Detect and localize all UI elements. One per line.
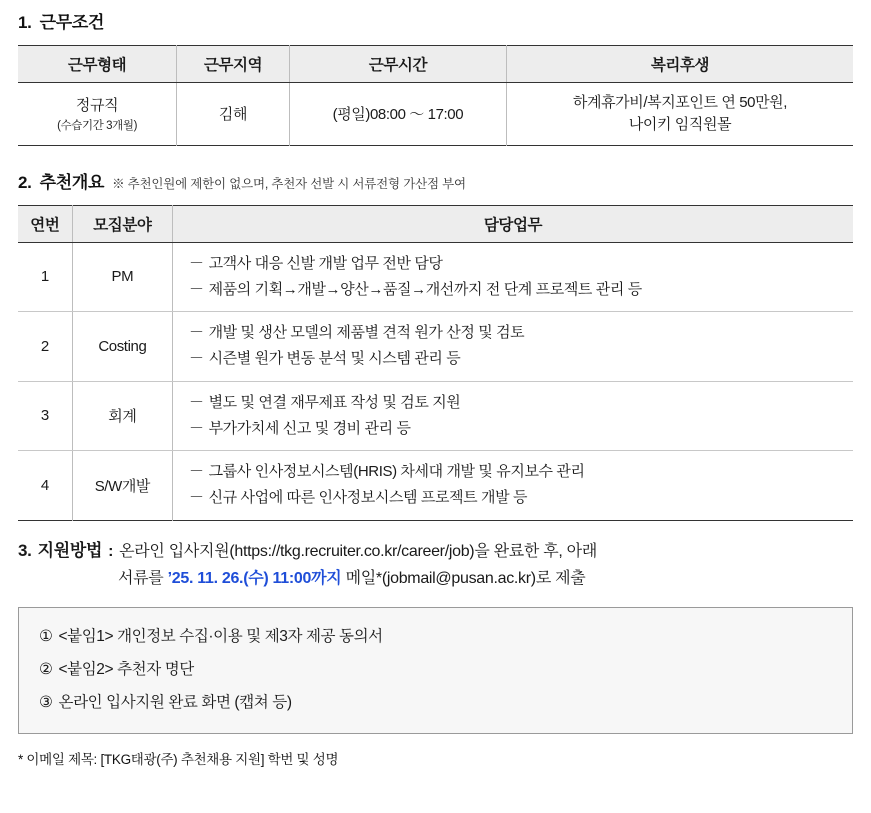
duty-line: － 부가가치세 신고 및 경비 관리 등 [188, 419, 411, 437]
table-row [18, 242, 853, 312]
column-header-field: 모집분야 [72, 205, 172, 242]
duty-text: 신규 사업에 따른 인사정보시스템 프로젝트 개발 등 [208, 489, 528, 507]
benefits-line-2: 나이키 임직원몰 [628, 115, 732, 133]
cell-no: 4 [40, 476, 49, 494]
duty-text: 별도 및 연결 재무제표 작성 및 검토 지원 [208, 393, 461, 411]
employment-type-value: 정규직 [75, 97, 119, 115]
section-3-heading [18, 537, 853, 566]
section-1-number: 1. [18, 13, 32, 32]
duty-text: 제품의 기획→개발→양산→품질→개선까지 전 단계 프로젝트 관리 등 [208, 280, 642, 298]
duty-line: － 신규 사업에 따른 인사정보시스템 프로젝트 개발 등 [188, 489, 528, 507]
list-marker: ② [39, 660, 53, 678]
cell-field: PM [72, 242, 172, 312]
section-2-heading [18, 168, 853, 193]
section-3-title: 지원방법 [37, 540, 103, 560]
section-2-number: 2. [18, 172, 32, 192]
employment-type-note: (수습기간 3개월) [57, 120, 138, 133]
section-2-title: 추천개요 [39, 172, 105, 192]
column-header-hours: 근무시간 [289, 46, 506, 83]
duty-line: － 시즌별 원가 변동 분석 및 시스템 관리 등 [188, 350, 461, 368]
cell-location: 김해 [177, 83, 290, 146]
column-header-duties: 담당업무 [172, 205, 853, 242]
cell-no: 3 [18, 381, 72, 451]
column-header-employment-type: 근무형태 [18, 46, 177, 83]
list-marker: ① [39, 627, 53, 645]
duty-text: 그룹사 인사정보시스템(HRIS) 차세대 개발 및 유지보수 관리 [208, 463, 585, 480]
table-header-row [18, 46, 853, 83]
column-header-location: 근무지역 [177, 46, 290, 83]
column-header-benefits: 복리후생 [506, 46, 853, 83]
duty-line: － 제품의 기획→개발→양산→품질→개선까지 전 단계 프로젝트 관리 등 [188, 280, 642, 298]
section-3-number: 3. [18, 540, 32, 560]
work-conditions-table [18, 45, 853, 146]
cell-field: Costing [72, 312, 172, 382]
section-3-colon: : [108, 542, 114, 560]
cell-no: 2 [18, 312, 72, 382]
list-item-label: <붙임1> 개인정보 수집·이용 및 제3자 제공 동의서 [58, 627, 383, 645]
cell-duties [172, 312, 853, 382]
table-row [18, 312, 853, 382]
duty-line: － 고객사 대응 신발 개발 업무 전반 담당 [188, 254, 443, 272]
cell-benefits [506, 83, 853, 146]
email-subject-footnote: * 이메일 제목: [TKG태광(주) 추천채용 지원] 학번 및 성명 [18, 752, 339, 768]
duty-line: － 별도 및 연결 재무제표 작성 및 검토 지원 [188, 393, 461, 411]
attachments-box [18, 607, 853, 735]
cell-duties [172, 242, 853, 312]
table-row [18, 451, 853, 521]
apply-documents-label: 서류를 [118, 570, 164, 588]
duty-line: － 개발 및 생산 모델의 제품별 견적 원가 산정 및 검토 [188, 324, 525, 341]
cell-hours: (평일)08:00 ～ 17:00 [289, 83, 506, 146]
column-header-no: 연번 [18, 205, 72, 242]
list-item [39, 653, 832, 686]
duty-line: － 그룹사 인사정보시스템(HRIS) 차세대 개발 및 유지보수 관리 [188, 463, 585, 480]
list-item [39, 686, 832, 719]
cell-duties [172, 451, 853, 521]
list-item-label: 온라인 입사지원 완료 화면 (캡쳐 등) [58, 694, 292, 712]
list-item [39, 620, 832, 653]
section-2-note: ※ 추천인원에 제한이 없으며, 추천자 선발 시 서류전형 가산점 부여 [112, 176, 466, 191]
duty-text: 시즌별 원가 변동 분석 및 시스템 관리 등 [208, 350, 461, 368]
duty-text: 고객사 대응 신발 개발 업무 전반 담당 [208, 254, 443, 272]
apply-method-line-2 [118, 565, 853, 592]
cell-employment-type [18, 83, 177, 146]
cell-field: 회계 [72, 381, 172, 451]
table-header-row [18, 205, 853, 242]
section-1-heading [18, 8, 853, 33]
cell-duties [172, 381, 853, 451]
apply-email-target: 메일*(jobmail@pusan.ac.kr)로 제출 [345, 570, 586, 588]
apply-deadline: ’25. 11. 26.(수) 11:00까지 [167, 570, 342, 588]
duty-text: 부가가치세 신고 및 경비 관리 등 [208, 419, 411, 437]
table-row [18, 381, 853, 451]
cell-no: 1 [18, 242, 72, 312]
apply-method-line-1: 온라인 입사지원(https://tkg.recruiter.co.kr/career/job)을 완료한 후, 아래 [119, 542, 597, 560]
list-marker: ③ [39, 694, 53, 712]
list-item-label: <붙임2> 추천자 명단 [58, 660, 194, 678]
section-1-title: 근무조건 [39, 13, 105, 32]
table-row [18, 83, 853, 146]
benefits-line-1: 하계휴가비/복지포인트 연 50만원, [572, 94, 788, 111]
duty-text: 개발 및 생산 모델의 제품별 견적 원가 산정 및 검토 [208, 324, 525, 341]
section-3 [18, 537, 853, 593]
recruitment-overview-table [18, 205, 853, 521]
cell-field: S/W개발 [72, 451, 172, 521]
